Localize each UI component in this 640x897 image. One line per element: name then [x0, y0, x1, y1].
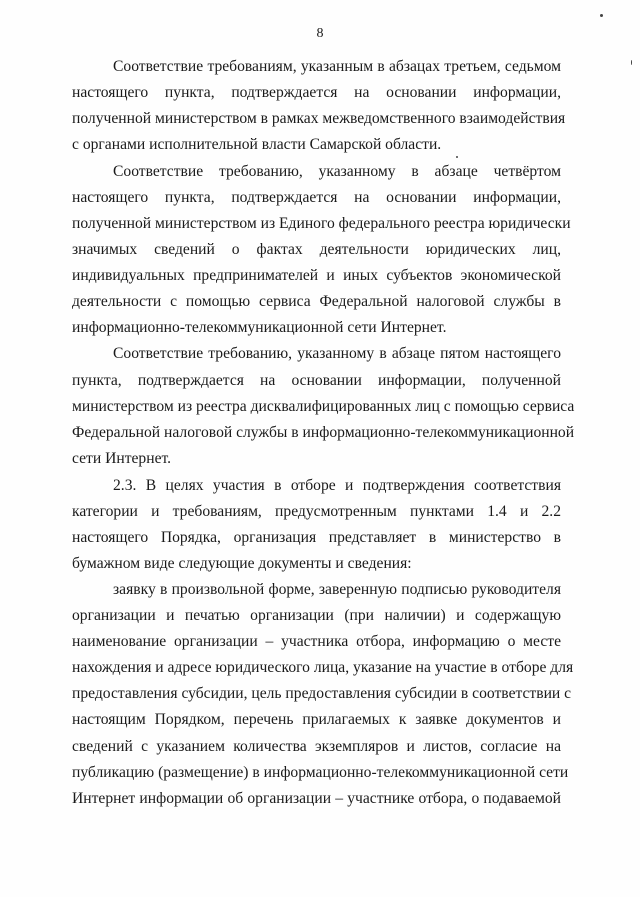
text-line: настоящего пункта, подтверждается на основании информации,	[72, 189, 561, 206]
scan-speck	[631, 60, 632, 65]
text-line: информационно-телекоммуникационной сети Интернет.	[72, 319, 447, 336]
text-line: пункта, подтверждается на основании информации, полученной	[72, 372, 561, 389]
text-line: организации и печатью организации (при наличии) и содержащую	[72, 607, 561, 624]
text-line: Федеральной налоговой службы в информационно-телекоммуникационной	[72, 424, 575, 441]
text-line: Соответствие требованию, указанному в абзаце четвёртом	[113, 163, 561, 180]
page-number: 8	[316, 26, 324, 41]
text-line: с органами исполнительной власти Самарской области.	[72, 136, 442, 153]
text-line: категории и требованиям, предусмотренным пунктами 1.4 и 2.2	[72, 503, 561, 520]
text-line: сведений с указанием количества экземпляров и листов, согласие на	[72, 738, 561, 755]
text-line: индивидуальных предпринимателей и иных субъектов экономической	[72, 267, 561, 284]
text-line: сети Интернет.	[72, 450, 172, 467]
text-line: министерством из реестра дисквалифицированных лиц с помощью сервиса	[72, 398, 575, 415]
text-line: Соответствие требованию, указанному в абзаце пятом настоящего	[113, 345, 561, 362]
text-line: наименование организации – участника отбора, информацию о месте	[72, 633, 561, 650]
text-line: деятельности с помощью сервиса Федеральной налоговой службы в	[72, 293, 561, 310]
text-line: Соответствие требованиям, указанным в абзацах третьем, седьмом	[113, 58, 561, 75]
text-line: нахождения и адресе юридического лица, указание на участие в отборе для	[72, 659, 574, 676]
text-line: предоставления субсидии, цель предоставления субсидии в соответствии с	[72, 685, 572, 702]
text-line: полученной министерством из Единого федерального реестра юридически	[72, 215, 571, 232]
text-line: настоящего пункта, подтверждается на основании информации,	[72, 84, 561, 101]
scan-speck	[456, 156, 458, 158]
text-line: настоящим Порядком, перечень прилагаемых к заявке документов и	[72, 711, 561, 728]
text-line: настоящего Порядка, организация представляет в министерство в	[72, 529, 561, 546]
scan-speck	[600, 14, 603, 17]
text-line: полученной министерством в рамках межведомственного взаимодействия	[72, 110, 566, 127]
text-line: бумажном виде следующие документы и сведения:	[72, 555, 412, 572]
text-line: заявку в произвольной форме, заверенную подписью руководителя	[113, 581, 561, 598]
text-line: публикацию (размещение) в информационно-телекоммуникационной сети	[72, 764, 569, 781]
text-line: 2.3. В целях участия в отборе и подтверждения соответствия	[113, 477, 561, 494]
text-line: значимых сведений о фактах деятельности юридических лиц,	[72, 241, 561, 258]
text-line: Интернет информации об организации – участнике отбора, о подаваемой	[72, 790, 561, 807]
